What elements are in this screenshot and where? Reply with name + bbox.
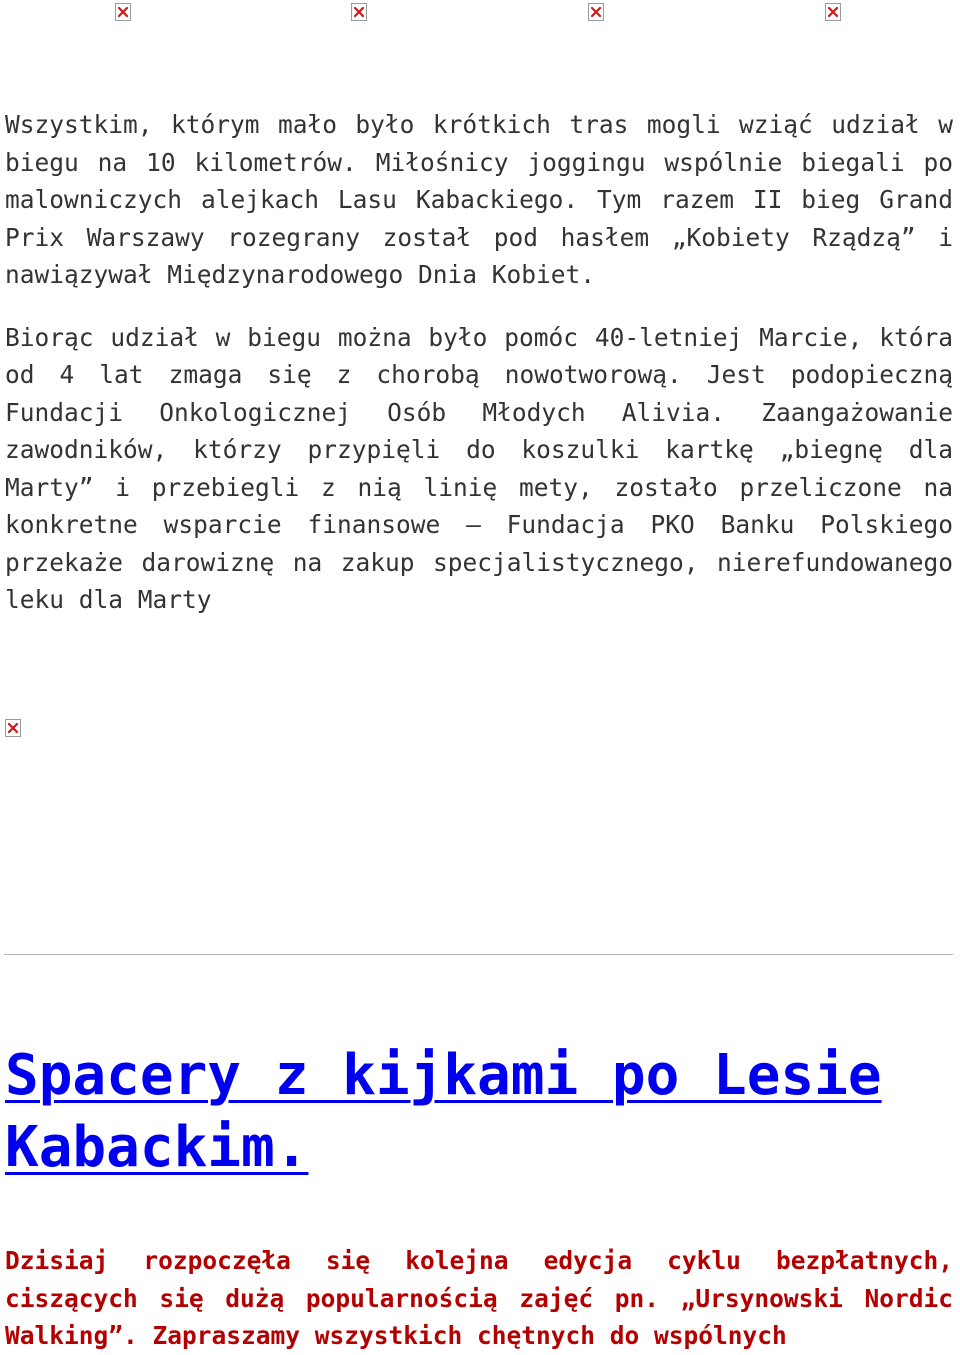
broken-image-icon (351, 3, 367, 21)
post-title (5, 1040, 960, 1184)
post-intro: Dzisiaj rozpoczęła się kolejna edycja cyklu bezpłatnych, ciszących się dużą popularnością zajęć pn. „Ursynowski Nordic Walking”. Zapraszamy wszystkich chętnych do wspólnych (5, 1246, 953, 1350)
broken-image-icon (5, 719, 21, 737)
article-paragraph: Wszystkim, którym mało było krótkich tras mogli wziąć udział w biegu na 10 kilometrów. Miłośnicy joggingu wspólnie biegali po malowniczych alejkach Lasu Kabackiego. Tym razem II bieg Grand Prix Warszawy rozegrany został pod hasłem „Kobiety Rządzą” i nawiązywał Międzynarodowego Dnia Kobiet. (5, 110, 953, 289)
broken-image-icon (115, 3, 131, 21)
post-title-link[interactable]: Spacery z kijkami po Lesie Kabackim. (5, 1043, 882, 1180)
broken-image-icon (588, 3, 604, 21)
broken-image-icon (825, 3, 841, 21)
post-divider (4, 954, 953, 955)
article-paragraph: Biorąc udział w biegu można było pomóc 40-letniej Marcie, która od 4 lat zmaga się z chorobą nowotworową. Jest podopieczną Fundacji Onkologicznej Osób Młodych Alivia. Zaangażowanie zawodników, którzy przypięli do koszulki kartkę „biegnę dla Marty” i przebiegli z nią linię mety, zostało przeliczone na konkretne wsparcie finansowe – Fundacja PKO Banku Polskiego przekaże darowiznę na zakup specjalistycznego, nierefundowanego leku dla Marty (5, 322, 953, 614)
article-body (5, 106, 953, 644)
